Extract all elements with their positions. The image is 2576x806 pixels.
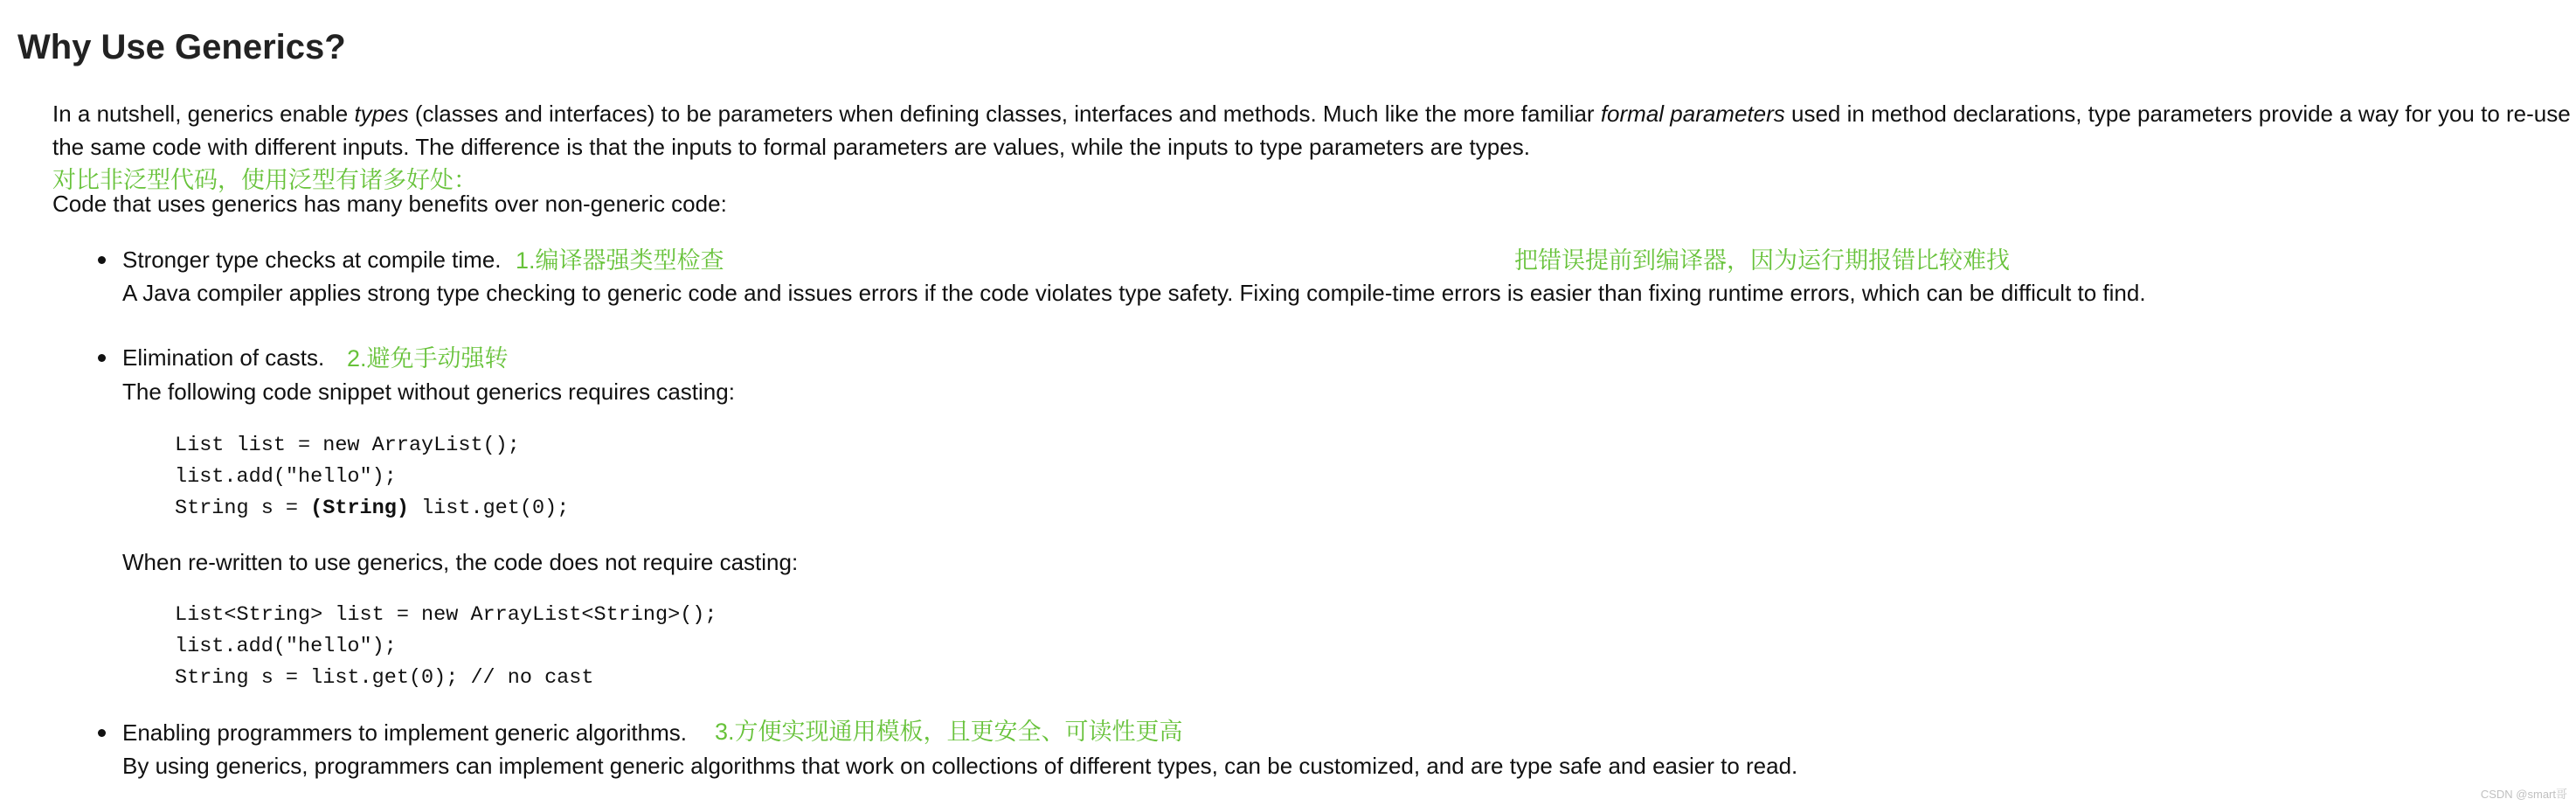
annotation-benefits: 对比非泛型代码，使用泛型有诸多好处：	[52, 167, 477, 193]
intro-text-a: In a nutshell, generics enable	[52, 101, 355, 127]
intro-em-types: types	[354, 101, 409, 127]
bullet-2-annotation: 2.避免手动强转	[347, 345, 509, 372]
code-block-2-line-2: list.add("hello");	[175, 635, 397, 658]
code-block-1-line-1: List list = new ArrayList();	[175, 434, 520, 457]
bullet-dot-3	[98, 729, 106, 737]
intro-em-formal-parameters: formal parameters	[1600, 101, 1785, 127]
bullet-2-body: The following code snippet without generics requires casting:	[122, 379, 735, 405]
bullet-1-annotation-2: 把错误提前到编译器，因为运行期报错比较难找	[1514, 247, 2010, 274]
code-block-1-line-2: list.add("hello");	[175, 465, 397, 489]
intro-text-c: used in method declarations, type parameters provide a way for you to re-use	[1784, 101, 2571, 127]
code-block-2-line-3: String s = list.get(0); // no cast	[175, 666, 594, 690]
page-title: Why Use Generics?	[17, 28, 346, 66]
code-line-3-post: list.get(0);	[408, 497, 570, 520]
bullet-1-title: Stronger type checks at compile time.	[122, 247, 502, 273]
bullet-3-annotation: 3.方便实现通用模板，且更安全、可读性更高	[715, 719, 1183, 745]
bullet-dot-1	[98, 256, 106, 264]
code-line-3-pre: String s =	[175, 497, 311, 520]
intro-line-2: the same code with different inputs. The difference is that the inputs to formal parameters are values, while the inputs to type parameters are types.	[52, 134, 1530, 160]
code-block-2-line-1: List<String> list = new ArrayList<String>();	[175, 603, 717, 627]
benefits-lead: Code that uses generics has many benefits over non-generic code:	[52, 191, 727, 217]
bullet-2-title: Elimination of casts.	[122, 344, 325, 371]
bullet-3-title: Enabling programmers to implement generic algorithms.	[122, 719, 687, 746]
code-block-1-line-3	[175, 497, 569, 520]
intro-text-b: (classes and interfaces) to be parameters when defining classes, interfaces and methods. Much like the more familiar	[408, 101, 1601, 127]
bullet-1-annotation: 1.编译器强类型检查	[516, 247, 724, 274]
bullet-2-body-2: When re-written to use generics, the code does not require casting:	[122, 549, 799, 575]
code-cast-bold: (String)	[310, 497, 409, 520]
intro-line-1	[52, 98, 2571, 129]
watermark: CSDN @smart哥	[2480, 788, 2567, 801]
bullet-3-body: By using generics, programmers can implement generic algorithms that work on collections of different types, can be customized, and are type safe and easier to read.	[122, 753, 1798, 779]
bullet-dot-2	[98, 354, 106, 362]
bullet-1-body: A Java compiler applies strong type checking to generic code and issues errors if the code violates type safety. Fixing compile-time errors is easier than fixing runtime errors, which can be difficult to find.	[122, 280, 2146, 306]
